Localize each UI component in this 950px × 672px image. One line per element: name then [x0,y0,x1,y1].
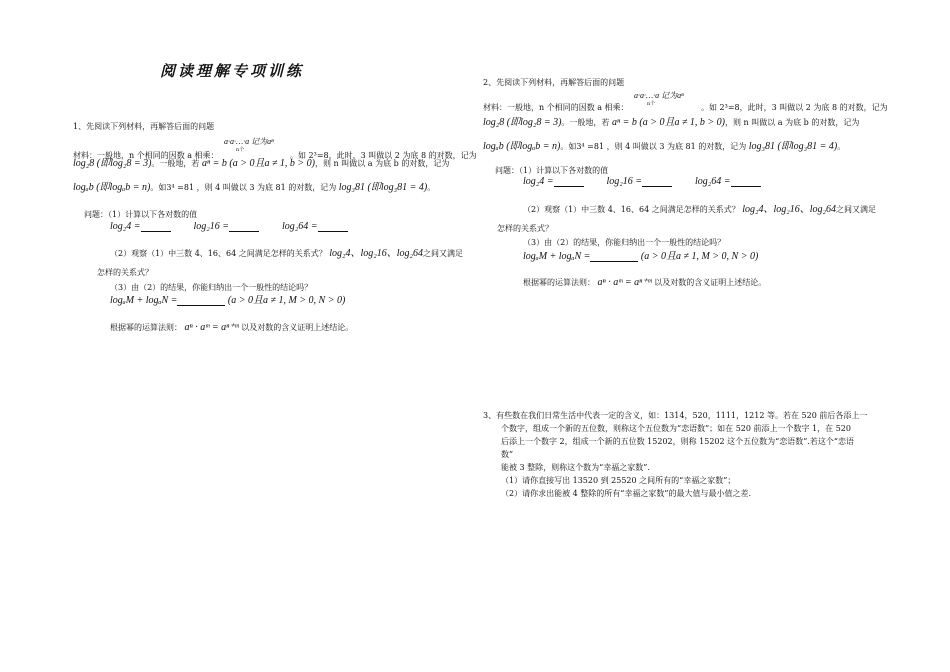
stack-sub: n个 [647,101,656,107]
power-rule: aⁿ · aᵐ = aⁿ⁺ᵐ [184,322,239,333]
material-2d: ，则 n 叫做以 a 为底 b 的对数，记为 [315,159,450,168]
answer-blank-1[interactable] [141,222,171,232]
page-title: 阅读理解专项训练 [160,62,305,80]
question-label: 问题：（1）计算以下各对数的值 [84,210,198,219]
q2-line [110,249,463,259]
q2-intro: 2、先阅读下列材料，再解答后面的问题 [483,78,625,87]
q2-line [523,205,876,215]
material-1b: 。如 2³=8，此时，3 叫做以 2 为底 8 的对数，记为 [701,103,888,112]
proof-line [110,323,353,333]
q2a: （2）观察（1）中三数 4、16、64 之间满足怎样的关系式？ [110,249,327,258]
q1-intro: 1、先阅读下列材料，再解答后面的问题 [73,122,215,131]
formula-row [523,252,758,262]
formula-blank[interactable] [590,252,638,262]
formula-row [110,296,345,306]
material-line-3 [483,142,845,152]
answer-blank-2[interactable] [229,222,259,232]
definition-formula: aⁿ = b (a > 0且a ≠ 1, b > 0) [611,117,726,128]
calc-1: log₂4 = [523,176,554,187]
proof-c: 以及对数的含义证明上述结论。 [654,278,767,287]
material-2b: 。一般地，若 [151,159,200,168]
answer-blank-2[interactable] [642,177,672,187]
material-3c: ，则 4 叫做以 3 为底 81 的对数，记为 [196,183,337,192]
q2c: 之间又满足 [836,205,877,214]
calc-row [523,177,761,187]
calc-2: log₂16 = [193,221,230,232]
log-example-2: log₃81 (即log₃81 = 4) [338,182,428,193]
q3: （3）由（2）的结果，你能归纳出一个一般性的结论吗？ [523,238,726,247]
question-label: 问题：（1）计算以下各对数的值 [495,166,609,175]
log-example-1: log₂8 (即log₂8 = 3) [483,117,562,128]
calc-row [110,222,348,232]
calc-2: log₂16 = [606,176,643,187]
q2d: 怎样的关系式？ [497,224,553,233]
answer-blank-3[interactable] [731,177,761,187]
proof-c: 以及对数的含义证明上述结论。 [241,323,354,332]
p3-line-2: 个数字，组成一个新的五位数，则称这个五位数为“恋语数”；如在 520 前添上一个数字 1，在 520 [501,424,851,433]
stack-top: a·a·…·a 记为aⁿ [634,91,684,100]
log-example-2: log₃81 (即log₃81 = 4) [748,141,838,152]
formula-blank[interactable] [177,296,225,306]
stack-sub: n个 [236,147,245,153]
material-line-3 [73,183,435,193]
material-3b: 。如3⁴ =81 [560,142,605,151]
q2-logs: log₂4、log₂16、log₂64 [742,204,837,215]
formula: logₐM + logₐN = [523,251,591,262]
material-3c: ，则 4 叫做以 3 为底 81 的对数，记为 [606,142,747,151]
calc-3: log₂64 = [695,176,731,187]
formula: logₐM + logₐN = [110,295,178,306]
material-line-2 [73,159,449,169]
answer-blank-1[interactable] [554,177,584,187]
q2-logs: log₂4、log₂16、log₂64 [329,248,424,259]
material-3b: 。如3⁴ =81 [150,183,195,192]
material-1b: 。如 2³=8，此时，3 叫做以 2 为底 8 的对数，记为 [290,151,477,160]
calc-3: log₂64 = [282,221,318,232]
material-line-2 [483,118,859,128]
log-example-1: log₂8 (即log₂8 = 3) [73,158,152,169]
proof-line [523,278,766,288]
q3: （3）由（2）的结果，你能归纳出一个一般性的结论吗？ [110,283,313,292]
stack-top: a·a·…·a 记为aⁿ [224,137,274,146]
p3-sub-1: （1）请你直接写出 13520 到 25520 之间所有的“幸福之家数”； [501,476,736,485]
material-1: 材料：一般地，n 个相同的因数 a 相乘： [73,151,219,160]
formula-condition: (a > 0且a ≠ 1, M > 0, N > 0) [640,251,759,262]
log-def: logₐb (即logₐb = n) [483,141,561,152]
q2a: （2）观察（1）中三数 4、16、64 之间满足怎样的关系式？ [523,205,740,214]
material-1: 材料：一般地，n 个相同的因数 a 相乘： [483,103,629,112]
q2c: 之间又满足 [423,249,464,258]
material-2d: ，则 n 叫做以 a 为底 b 的对数，记为 [725,118,860,127]
p3-sub-2: （2）请你求出能被 4 整除的所有“幸福之家数”的最大值与最小值之差. [501,489,751,498]
p3-line-3: 后添上一个数字 2，组成一个新的五位数 15202，则称 15202 这个五位数为“恋语数”.若这个“恋语 [501,437,854,446]
log-def: logₐb (即logₐb = n) [73,182,151,193]
material-2b: 。一般地，若 [561,118,610,127]
material-3e: 。 [837,142,846,151]
power-rule: aⁿ · aᵐ = aⁿ⁺ᵐ [597,277,652,288]
p3-line-1: 3、有些数在我们日常生活中代表一定的含义，如：1314，520，1111，1212 等。若在 520 前后各添上一 [483,411,868,420]
p3-line-4: 数” [501,450,514,459]
proof-a: 根据幂的运算法则： [523,278,595,287]
proof-a: 根据幂的运算法则： [110,323,182,332]
material-3e: 。 [427,183,436,192]
p3-line-5: 能被 3 整除，则称这个数为“幸福之家数”. [501,463,650,472]
answer-blank-3[interactable] [318,222,348,232]
q2d: 怎样的关系式？ [97,268,153,277]
calc-1: log₂4 = [110,221,141,232]
formula-condition: (a > 0且a ≠ 1, M > 0, N > 0) [227,295,346,306]
definition-formula: aⁿ = b (a > 0且a ≠ 1, b > 0) [201,158,316,169]
